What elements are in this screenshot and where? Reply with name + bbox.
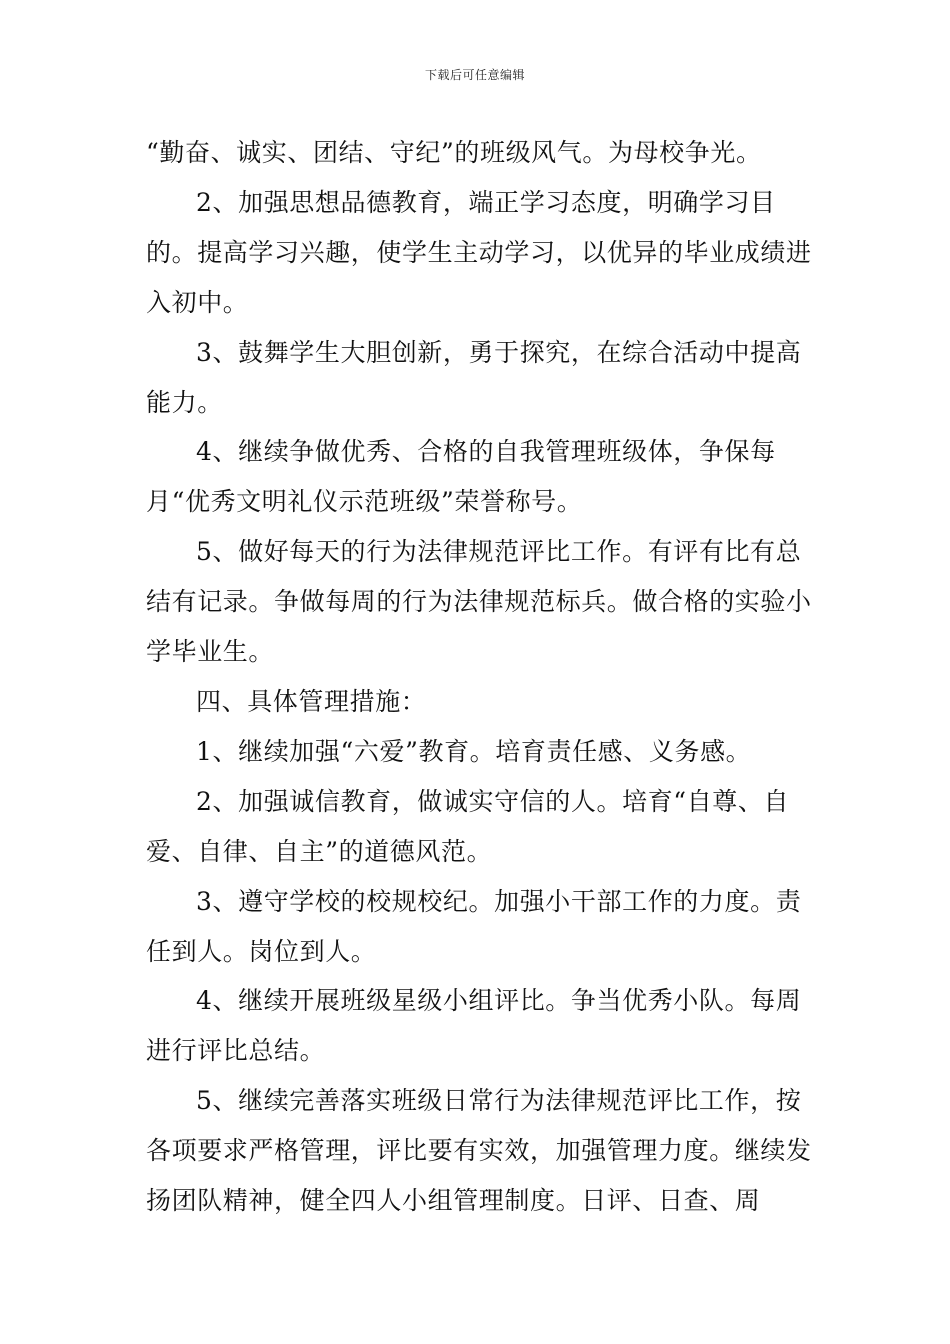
- section-heading: 四、具体管理措施：: [196, 686, 427, 716]
- paragraph-goal-5: 5、做好每天的行为法律规范评比工作。有评有比有总结有记录。争做每周的行为法律规范标兵。做合格的实验小学毕业生。: [146, 537, 812, 667]
- paragraph-measure-3: 3、遵守学校的校规校纪。加强小干部工作的力度。责任到人。岗位到人。: [146, 886, 802, 966]
- paragraph-measure-4: 4、继续开展班级星级小组评比。争当优秀小队。每周进行评比总结。: [146, 986, 802, 1066]
- paragraph-goal-3: 3、鼓舞学生大胆创新，勇于探究，在综合活动中提高能力。: [146, 337, 802, 417]
- paragraph-goal-4: 4、继续争做优秀、合格的自我管理班级体，争保每月“优秀文明礼仪示范班级”荣誉称号。: [146, 437, 776, 517]
- paragraph-goal-2: 2、加强思想品德教育，端正学习态度，明确学习目的。提高学习兴趣，使学生主动学习，以优异的毕业成绩进入初中。: [146, 187, 812, 317]
- page-header: 下载后可任意编辑: [424, 68, 525, 82]
- document-body: [146, 128, 822, 1226]
- paragraph-continuation: “勤奋、诚实、团结、守纪”的班级风气。为母校争光。: [146, 138, 762, 167]
- paragraph-measure-2: 2、加强诚信教育，做诚实守信的人。培育“自尊、自爱、自律、自主”的道德风范。: [146, 786, 790, 866]
- paragraph-measure-5: 5、继续完善落实班级日常行为法律规范评比工作，按各项要求严格管理，评比要有实效，加强管理力度。继续发扬团队精神，健全四人小组管理制度。日评、日查、周: [146, 1086, 812, 1216]
- paragraph-measure-1: 1、继续加强“六爱”教育。培育责任感、义务感。: [196, 736, 752, 766]
